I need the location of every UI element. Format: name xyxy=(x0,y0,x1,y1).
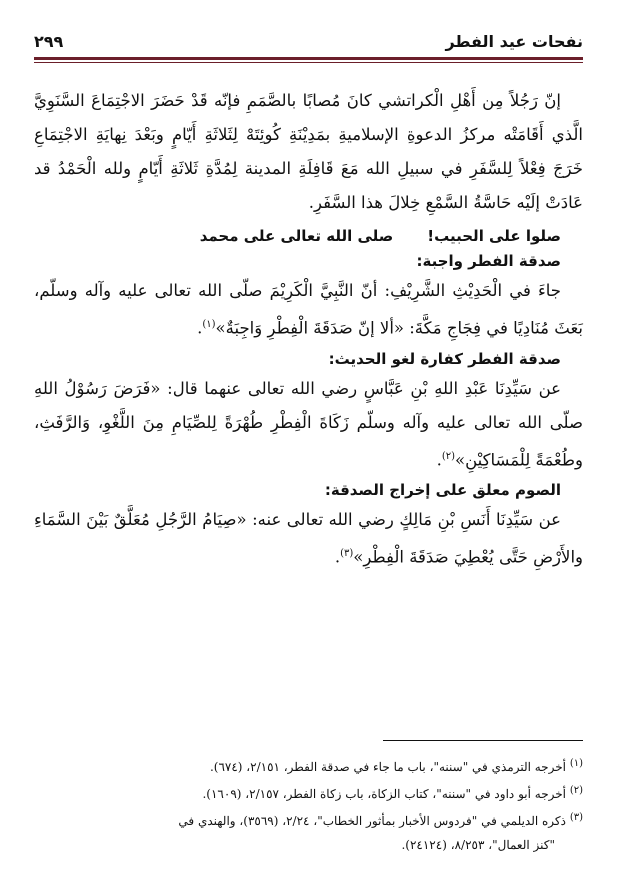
hadith-end-2: . xyxy=(436,450,442,469)
hadith-paragraph-3 xyxy=(34,503,583,575)
book-title: نفحات عيد الفطر xyxy=(445,31,583,51)
hadith-paragraph-2 xyxy=(34,372,583,478)
footnote-ref-3[interactable]: (٣) xyxy=(340,548,354,559)
story-paragraph: إنّ رَجُلاً مِن أَهْلِ الْكراتشي كانَ مُصابًا بالصَّمَمِ فإنّه قَدْ حَضَرَ الاجْتِمَاعَ السَّنَوِيَّ الَّذي أَقَامَتْه مركزُ الدعوةِ الإسلاميةِ بمَدِيْنَةِ كُوئِتَهْ لِثَلاثَةِ أَيّامٍ وبَعْدَ نِهايَةِ الاجْتِمَاعِ خَرَجَ فِعْلاً لِلسَّفَرِ في سبيلِ الله مَعَ قَافِلَةِ المدينة لِمُدَّةِ ثَلاثَةِ أَيّامٍ ولله الْحَمْدُ قد عَادَتْ إلَيْه حَاسَّةُ السَّمْعِ خِلالَ هذا السَّفَرِ. xyxy=(34,91,583,212)
hadith-paragraph-1 xyxy=(34,274,583,346)
footnote-number: (٢) xyxy=(569,785,583,796)
hadith-text-2: عن سَيِّدِنَا عَبْدِ اللهِ بْنِ عَبَّاسٍ رضي الله تعالى عنهما قال: «فَرَضَ رَسُوْلُ اللهِ صلّى الله تعالى عليه وآله وسلّم زَكَاةَ الْفِطْرِ طُهْرَةً لِلصِّيَامِ مِنَ اللَّغْوِ، وَالرَّفَثِ، وطُعْمَةً لِلْمَسَاكِيْنِ» xyxy=(34,378,583,469)
page-header xyxy=(34,28,583,54)
footnote-3-continuation: "كنز العمال"، ٨/٢٥٣، (٢٤١٢٤). xyxy=(401,838,555,852)
salawat-response: صلى الله تعالى على محمد xyxy=(199,227,394,245)
hadith-text-3: عن سَيِّدِنَا أَنَسِ بْنِ مَالِكٍ رضي الله تعالى عنه: «صِيَامُ الرَّجُلِ مُعَلَّقٌ بَيْنَ السَّمَاءِ والأَرْضِ حَتَّى يُعْطِيَ صَدَقَةَ الْفِطْرِ» xyxy=(34,510,583,567)
footnote-ref-2[interactable]: (٢) xyxy=(441,450,456,462)
page-number: ٢٩٩ xyxy=(34,31,64,51)
page-body xyxy=(34,84,583,575)
footnotes xyxy=(34,752,583,857)
footnote-text: أخرجه الترمذي في "سننه"، باب ما جاء في صدقة الفطر، ٢/١٥١، (٦٧٤). xyxy=(209,760,566,774)
hadith-end-3: . xyxy=(334,547,341,567)
section-heading-2: صدقة الفطر كفارة لغو الحديث: xyxy=(328,349,561,368)
header-rule-thin xyxy=(34,62,583,63)
footnote-text: ذكره الديلمي في "فردوس الأخبار بمأثور الخطاب"، ٢/٢٤، (٣٥٦٩)، والهندي في xyxy=(178,814,566,828)
section-heading-1: صدقة الفطر واجبة: xyxy=(416,252,561,270)
header-rule xyxy=(34,57,583,60)
salawat-line xyxy=(34,224,583,248)
salawat-call: صلوا على الحبيب! xyxy=(427,227,561,245)
hadith-text-1: جاءَ في الْحَدِيْثِ الشَّرِيْفِ: أنّ النَّبِيَّ الْكَرِيْمَ صلّى الله تعالى عليه وآله وسلّم، بَعَثَ مُنَادِيًا في فِجَاجِ مَكَّةَ: «ألا إنّ صَدَقَةَ الْفِطْرِ وَاجِبَةٌ» xyxy=(34,281,583,338)
footnote-number: (١) xyxy=(569,758,583,769)
footnote-separator xyxy=(383,740,583,741)
footnote-text: أخرجه أبو داود في "سننه"، كتاب الزكاة، باب زكاة الفطر، ٢/١٥٧، (١٦٠٩). xyxy=(202,787,566,801)
footnote-ref-1[interactable]: (١) xyxy=(202,319,216,330)
footnote-number: (٣) xyxy=(569,812,583,823)
footnote-1 xyxy=(34,752,583,779)
footnote-2 xyxy=(34,779,583,806)
section-heading-3: الصوم معلق على إخراج الصدقة: xyxy=(324,481,561,499)
footnote-3 xyxy=(34,806,583,833)
hadith-end-1: . xyxy=(197,318,203,338)
